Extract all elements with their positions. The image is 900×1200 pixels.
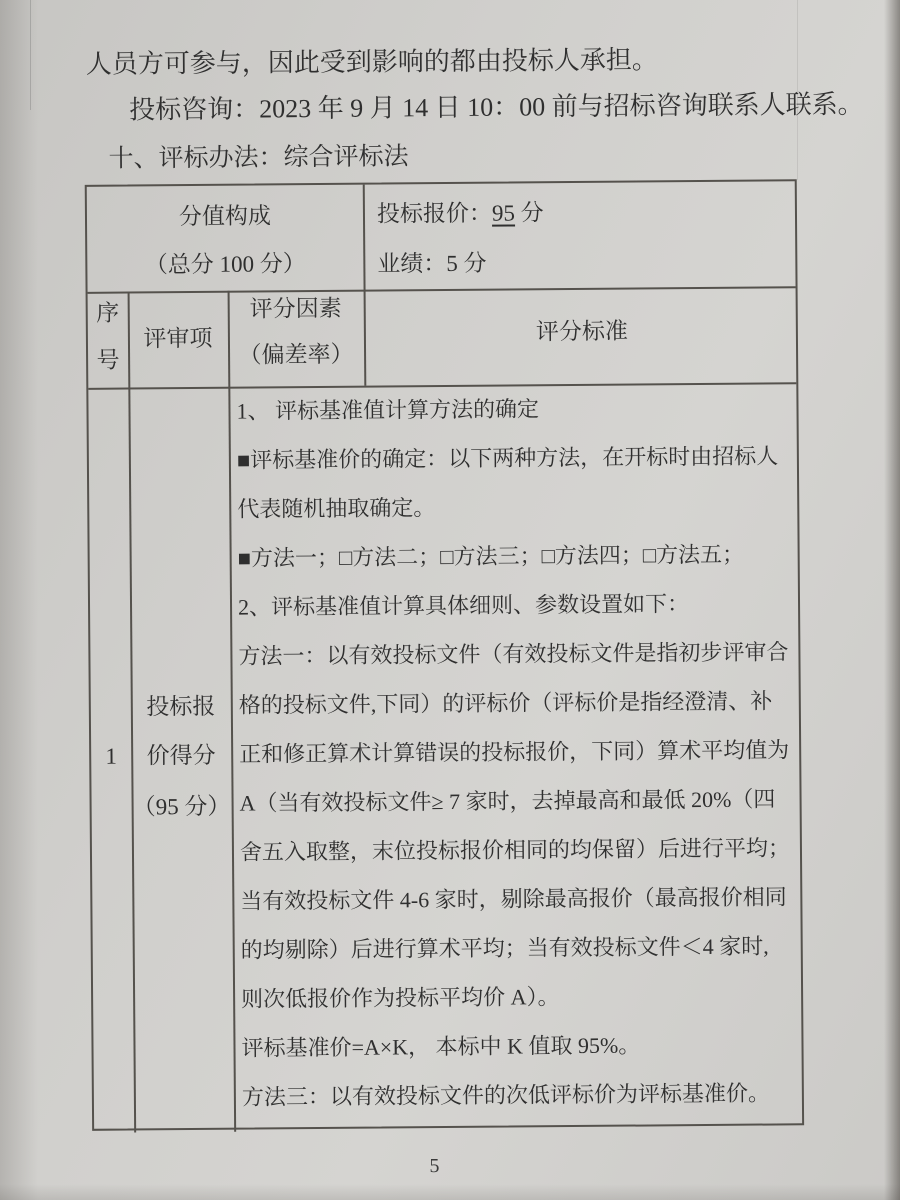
header-no-line1: 序 [96,300,120,326]
criteria-line: 正和修正算术计算错误的投标报价，下同）算术平均值为 [239,737,790,767]
criteria-line: 的均剔除）后进行算术平均；当有效投标文件＜4 家时, [240,933,769,963]
row-item-line3: （95 分） [132,793,231,820]
heading-evaluation-method: 十、评标办法：综合评标法 [108,143,409,173]
criteria-line: 方法三：以有效投标文件的次低评标价为评标基准价。 [241,1080,770,1110]
score-performance-line: 业绩：5 分 [377,250,487,277]
criteria-line: 代表随机抽取确定。 [237,495,436,522]
criteria-line: 格的投标文件,下同）的评标价（评标价是指经澄清、补 [238,688,773,718]
row-item-line1: 投标报 [146,693,216,720]
criteria-line: 则次低报价作为投标平均价 A）。 [241,984,560,1012]
evaluation-table [85,179,804,1131]
score-price-unit: 分 [514,200,544,226]
paragraph-liability: 人员方可参与，因此受到影响的都由投标人承担。 [85,45,658,79]
criteria-line: A（当有效投标文件≥ 7 家时，去掉最高和最低 20%（四 [239,786,776,816]
header-no-line2: 号 [96,347,120,373]
criteria-line: 舍五入取整，末位投标报价相同的均保留）后进行平均； [239,835,791,865]
paragraph-consult-deadline: 投标咨询：2023 年 9 月 14 日 10：00 前与招标咨询联系人联系。 [129,89,864,125]
scoring-criteria-text [236,382,804,1121]
row-number: 1 [105,743,118,769]
score-composition-title: 分值构成 [178,203,272,230]
criteria-line: 2、评标基准值计算具体细则、参数设置如下： [237,591,690,620]
row-item-line2: 价得分 [146,742,216,769]
header-factor-line2: （偏差率） [238,341,354,368]
criteria-line: 当有效投标文件 4-6 家时，剔除最高报价（最高报价相同 [240,884,787,914]
score-composition-total: （总分 100 分） [144,251,306,278]
score-price-label: 投标报价： [376,200,493,227]
criteria-line: 评标基准价=A×K， 本标中 K 值取 95%。 [241,1032,641,1061]
score-price-value: 95 [491,200,516,226]
criteria-line: ■评标基准价的确定：以下两种方法，在开标时由招标人 [236,443,779,473]
header-factor-line1: 评分因素 [249,295,342,322]
table-hline-row1 [88,286,796,293]
header-scoring-standard: 评分标准 [535,318,628,345]
criteria-line: ■方法一；□方法二；□方法三；□方法四；□方法五； [237,541,745,571]
header-review-item: 评审项 [143,325,213,352]
page-number: 5 [429,1155,440,1178]
criteria-line: 1、 评标基准值计算方法的确定 [236,396,540,424]
criteria-line: 方法一：以有效投标文件（有效投标文件是指初步评审合 [238,639,789,669]
score-price-line [377,193,544,234]
